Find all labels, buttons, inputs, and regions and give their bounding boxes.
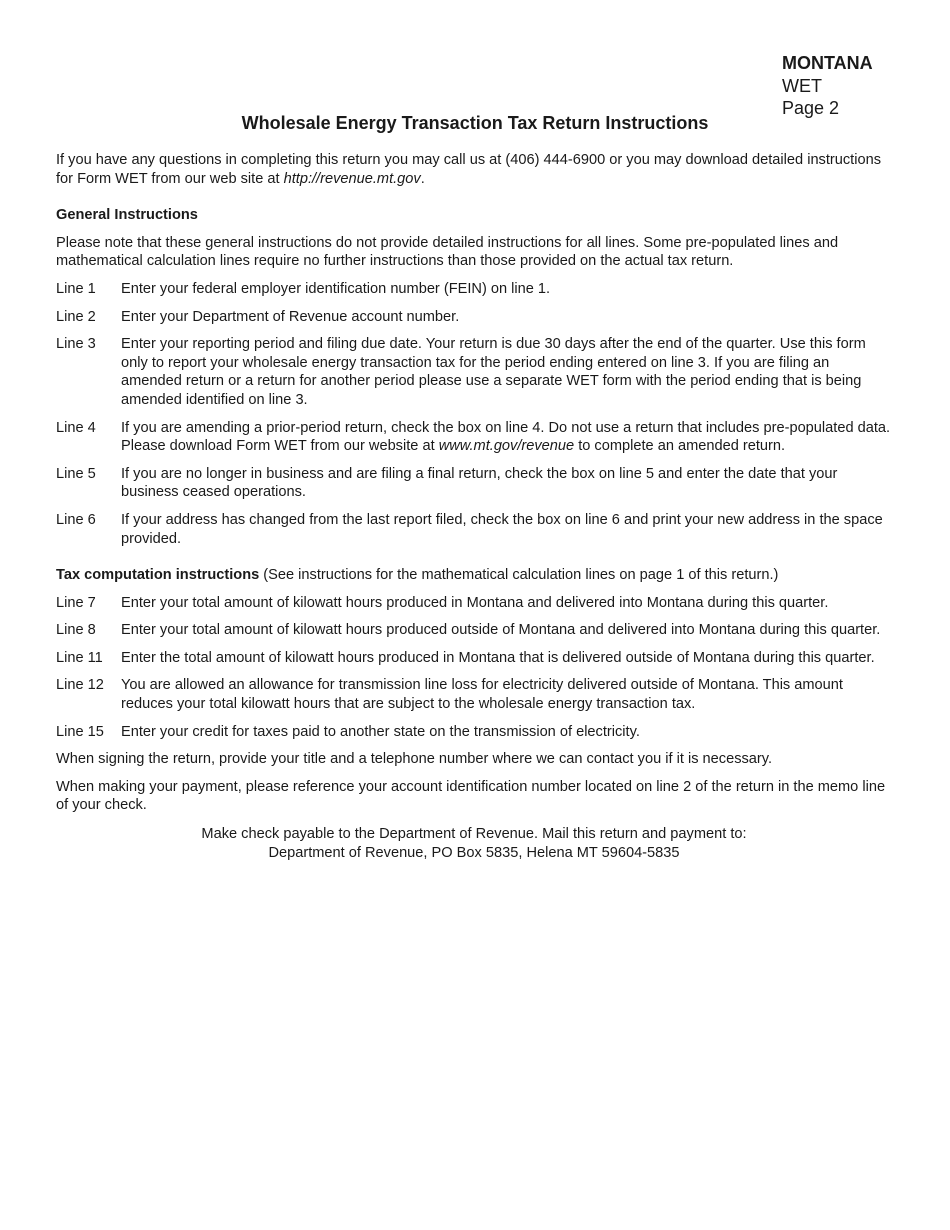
line-text: Enter your total amount of kilowatt hours produced outside of Montana and delivered into Montana during this quarter. xyxy=(121,622,881,639)
line-text: Enter your credit for taxes paid to another state on the transmission of electricity. xyxy=(121,723,640,740)
revenue-url-link[interactable]: http://revenue.mt.gov xyxy=(283,170,421,187)
line-text: Enter the total amount of kilowatt hours produced in Montana that is delivered outside of Montana during this quarter. xyxy=(121,649,875,666)
line-label: Line 2 xyxy=(56,308,96,325)
mailing-address: Department of Revenue, PO Box 5835, Helena MT 59604-5835 xyxy=(268,845,680,862)
general-instructions-heading: General Instructions xyxy=(56,207,198,224)
intro-text: If you have any questions in completing this return you may call us at (406) 444-6900 or you may download detailed instructions for Form WET from our web site at xyxy=(56,152,882,187)
line-label: Line 11 xyxy=(56,649,103,666)
line-item-6 xyxy=(56,511,892,548)
line-text xyxy=(121,419,892,456)
line-text: If your address has changed from the last report filed, check the box on line 6 and print your new address in the space provided. xyxy=(121,511,883,547)
form-code: WET xyxy=(782,75,822,96)
line-4-text-before: If you are amending a prior-period return, check the box on line 4. Do not use a return that includes pre-populated data. Please download Form WET from our website at xyxy=(121,419,891,455)
line-item-7 xyxy=(56,594,892,613)
intro-paragraph xyxy=(56,151,892,188)
line-item-8 xyxy=(56,621,892,640)
tax-heading-note: (See instructions for the mathematical calculation lines on page 1 of this return.) xyxy=(259,567,779,584)
general-note: Please note that these general instructions do not provide detailed instructions for all lines. Some pre-populated lines and mathematical calculation lines require no further instructions than those provided on the actual tax return. xyxy=(56,234,839,270)
instructions-body xyxy=(56,151,892,863)
line-label: Line 5 xyxy=(56,465,96,482)
line-label: Line 4 xyxy=(56,419,96,436)
check-payable-note: Make check payable to the Department of Revenue. Mail this return and payment to: xyxy=(201,826,747,843)
line-item-3 xyxy=(56,335,892,409)
line-label: Line 12 xyxy=(56,677,104,694)
signing-instructions: When signing the return, provide your title and a telephone number where we can contact you if it is necessary. xyxy=(56,751,773,768)
line-4-text-after: to complete an amended return. xyxy=(574,438,786,455)
line-item-2 xyxy=(56,308,892,327)
line-item-15 xyxy=(56,723,892,742)
line-label: Line 6 xyxy=(56,511,96,528)
tax-heading-title: Tax computation instructions xyxy=(56,567,260,584)
line-item-12 xyxy=(56,676,892,713)
page-title: Wholesale Energy Transaction Tax Return Instructions xyxy=(241,113,709,133)
state-name: MONTANA xyxy=(782,53,873,73)
website-url-link[interactable]: www.mt.gov/revenue xyxy=(438,438,575,455)
form-identifier xyxy=(782,52,873,120)
line-item-1 xyxy=(56,280,892,299)
line-text: Enter your Department of Revenue account number. xyxy=(121,308,460,325)
line-item-4 xyxy=(56,419,892,456)
line-label: Line 7 xyxy=(56,594,96,611)
line-text: Enter your reporting period and filing due date. Your return is due 30 days after the end of the quarter. Use this form only to report your wholesale energy transaction tax for the period ending entered on line 3. If you are filing an amended return or a return for another period please use a separate WET form with the period ending that is being amended identified on line 3. xyxy=(121,336,866,408)
line-label: Line 3 xyxy=(56,336,96,353)
line-text: Enter your federal employer identification number (FEIN) on line 1. xyxy=(121,280,551,297)
line-label: Line 1 xyxy=(56,280,96,297)
intro-end: . xyxy=(420,170,425,187)
tax-computation-heading xyxy=(56,566,892,585)
page-number: Page 2 xyxy=(782,98,840,118)
line-text: You are allowed an allowance for transmission line loss for electricity delivered outside of Montana. This amount reduces your total kilowatt hours that are subject to the wholesale energy transaction tax. xyxy=(121,677,843,713)
line-item-11 xyxy=(56,649,892,668)
line-label: Line 8 xyxy=(56,622,96,639)
line-item-5 xyxy=(56,465,892,502)
line-text: If you are no longer in business and are filing a final return, check the box on line 5 and enter the date that your business ceased operations. xyxy=(121,465,838,501)
payment-instructions: When making your payment, please reference your account identification number located on line 2 of the return in the memo line of your check. xyxy=(56,778,886,814)
line-text: Enter your total amount of kilowatt hours produced in Montana and delivered into Montana during this quarter. xyxy=(121,594,829,611)
line-label: Line 15 xyxy=(56,723,104,740)
mailing-address-block xyxy=(56,825,892,863)
